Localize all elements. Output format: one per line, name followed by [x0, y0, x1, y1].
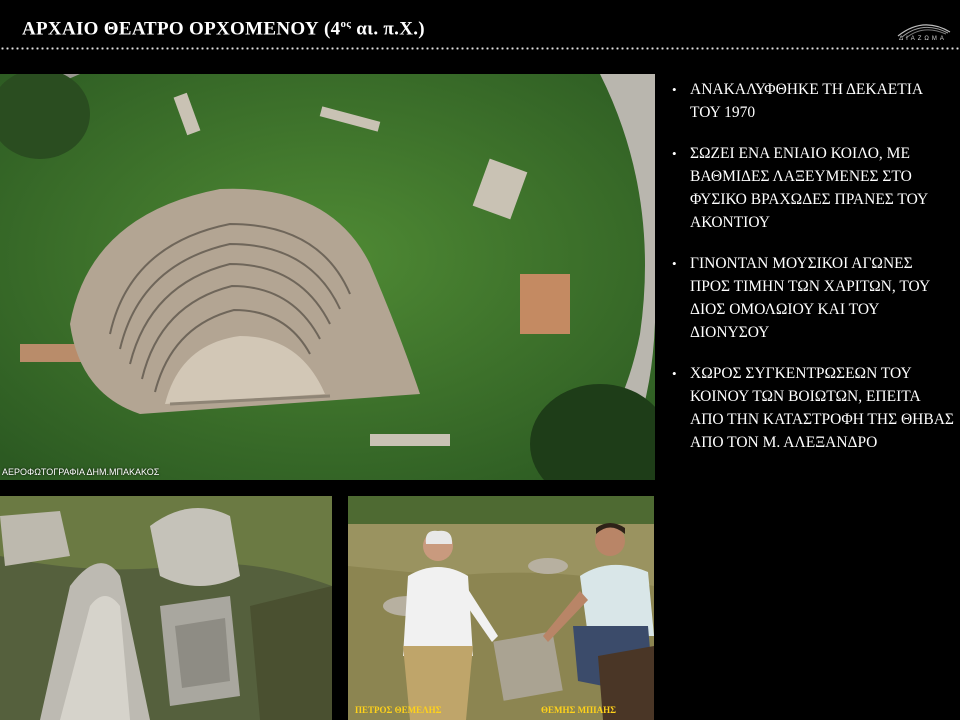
bullet-text: ΧΩΡΟΣ ΣΥΓΚΕΝΤΡΩΣΕΩΝ ΤΟΥ ΚΟΙΝΟΥ ΤΩΝ ΒΟΙΩΤΩΝ, ΕΠΕΙΤΑ ΑΠΟ ΤΗΝ ΚΑΤΑΣΤΡΟΦΗ ΤΗΣ ΘΗΒΑΣ ΑΠΟ ΤΟΝ Μ. ΑΛΕΞΑΝΔΡΟ [690, 365, 954, 451]
bullet-item [670, 362, 955, 454]
aerial-photo-theatre [0, 74, 655, 480]
title-divider [0, 47, 960, 50]
bullet-item [670, 252, 955, 344]
slide-title-superscript: ος [340, 18, 352, 30]
photo-two-men-at-site [348, 496, 654, 720]
bullet-text: ΑΝΑΚΑΛΥΦΘΗΚΕ ΤΗ ΔΕΚΑΕΤΙΑ ΤΟΥ 1970 [690, 81, 923, 121]
slide-title [22, 18, 425, 40]
bullet-icon: • [672, 366, 677, 381]
aerial-photo-caption: ΑΕΡΟΦΩΤΟΓΡΑΦΙΑ ΔΗΜ.ΜΠΑΚΑΚΟΣ [2, 467, 160, 477]
logo-text: ΔΙΑΖΩΜΑ [899, 36, 947, 42]
bullet-icon: • [672, 256, 677, 271]
bullet-text: ΣΩΖΕΙ ΕΝΑ ΕΝΙΑΙΟ ΚΟΙΛΟ, ΜΕ ΒΑΘΜΙΔΕΣ ΛΑΞΕΥΜΕΝΕΣ ΣΤΟ ΦΥΣΙΚΟ ΒΡΑΧΩΔΕΣ ΠΡΑΝΕΣ ΤΟΥ ΑΚΟΝΤΙΟΥ [690, 145, 928, 231]
caption-themis-biais: ΘΕΜΗΣ ΜΠΙΑΗΣ [541, 705, 617, 715]
bullet-item [670, 142, 955, 234]
slide-title-main: ΑΡΧΑΙΟ ΘΕΑΤΡΟ ΟΡΧΟΜΕΝΟΥ (4 [22, 18, 341, 40]
bullet-item [670, 78, 955, 124]
photo-stone-seats [0, 496, 332, 720]
bullet-list [670, 78, 955, 472]
caption-petros-themelis: ΠΕΤΡΟΣ ΘΕΜΕΛΗΣ [355, 705, 442, 715]
bullet-icon: • [672, 146, 677, 161]
slide-title-tail: αι. π.Χ.) [351, 18, 425, 40]
bullet-text: ΓΙΝΟΝΤΑΝ ΜΟΥΣΙΚΟΙ ΑΓΩΝΕΣ ΠΡΟΣ ΤΙΜΗΝ ΤΩΝ ΧΑΡΙΤΩΝ, ΤΟΥ ΔΙΟΣ ΟΜΟΛΩΙΟΥ ΚΑΙ ΤΟΥ ΔΙΟΝΥΣΟΥ [690, 255, 930, 341]
bullet-icon: • [672, 82, 677, 97]
